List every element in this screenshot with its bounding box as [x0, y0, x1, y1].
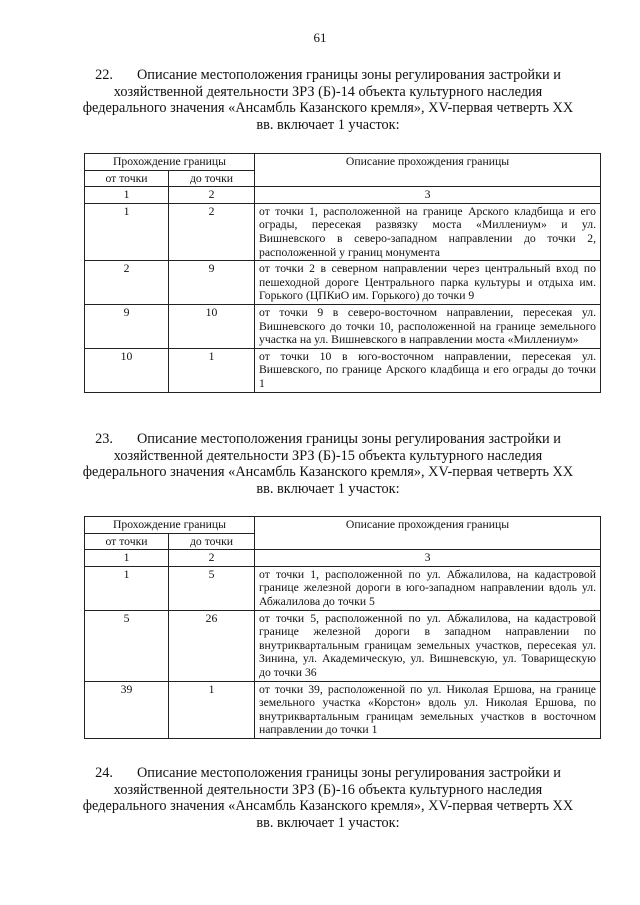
from-point: 5 — [85, 610, 169, 681]
column-number: 3 — [255, 550, 601, 567]
table-row — [85, 566, 601, 610]
column-number: 2 — [169, 550, 255, 567]
column-number: 3 — [255, 187, 601, 204]
section-23-heading — [78, 431, 578, 497]
row-description: от точки 5, расположенной по ул. Абжалилова, на кадастровой границе железной дороги в западном направлении по внутриквартальным границам земельных участков, пересекая ул. Зинина, ул. Академическую, ул. Вишневскую, ул. Товарищескую до точки 36 — [255, 610, 601, 681]
to-point: 10 — [169, 304, 255, 348]
header-description: Описание прохождения границы — [255, 517, 601, 550]
column-number: 1 — [85, 550, 169, 567]
header-to: до точки — [169, 533, 255, 550]
column-number: 1 — [85, 187, 169, 204]
to-point: 2 — [169, 203, 255, 260]
to-point: 26 — [169, 610, 255, 681]
to-point: 9 — [169, 261, 255, 305]
to-point: 1 — [169, 348, 255, 392]
table-row — [85, 203, 601, 260]
row-description: от точки 1, расположенной по ул. Абжалилова, на кадастровой границе железной дороги в юго-западном направлении вдоль ул. Абжалилова до точки 5 — [255, 566, 601, 610]
section-heading-text: Описание местоположения границы зоны регулирования застройки и хозяйственной деятельности ЗРЗ (Б)-14 объекта культурного наследия федерального значения «Ансамбль Казанского кремля», XV-первая четверть XX вв. включает 1 участок: — [82, 67, 574, 133]
from-point: 9 — [85, 304, 169, 348]
row-description: от точки 10 в юго-восточном направлении, пересекая ул. Вишевского, по границе Арского кладбища и его ограды до точки 1 — [255, 348, 601, 392]
section-number: 23. — [95, 431, 113, 447]
from-point: 39 — [85, 681, 169, 738]
section-24-heading — [78, 765, 578, 831]
section-number: 24. — [95, 765, 113, 781]
row-description: от точки 39, расположенной по ул. Николая Ершова, на границе земельного участка «Корстон» вдоль ул. Николая Ершова, по внутриквартальным границам земельных участков в восточном направлении до точки 1 — [255, 681, 601, 738]
from-point: 2 — [85, 261, 169, 305]
row-description: от точки 9 в северо-восточном направлении, пересекая ул. Вишневского до точки 10, расположенной на границе земельного участка на ул. Вишневского в направлении моста «Миллениум» — [255, 304, 601, 348]
row-description: от точки 1, расположенной на границе Арского кладбища и его ограды, пересекая развязку моста «Миллениум» и ул. Вишневского в северо-западном направлении до точки 2, расположенной у границ монумента — [255, 203, 601, 260]
header-passage: Прохождение границы — [85, 517, 255, 534]
boundary-table-22 — [84, 153, 601, 393]
column-number: 2 — [169, 187, 255, 204]
from-point: 1 — [85, 203, 169, 260]
section-22-heading — [78, 67, 578, 133]
from-point: 1 — [85, 566, 169, 610]
row-description: от точки 2 в северном направлении через центральный вход по пешеходной дороге Центрального парка культуры и отдыха им. Горького (ЦПКиО им. Горького) до точки 9 — [255, 261, 601, 305]
section-number: 22. — [95, 67, 113, 83]
page-number: 61 — [313, 30, 327, 45]
section-heading-text: Описание местоположения границы зоны регулирования застройки и хозяйственной деятельности ЗРЗ (Б)-15 объекта культурного наследия федерального значения «Ансамбль Казанского кремля», XV-первая четверть XX вв. включает 1 участок: — [82, 431, 574, 497]
table-row — [85, 304, 601, 348]
from-point: 10 — [85, 348, 169, 392]
to-point: 5 — [169, 566, 255, 610]
header-passage: Прохождение границы — [85, 154, 255, 171]
to-point: 1 — [169, 681, 255, 738]
table-row — [85, 610, 601, 681]
boundary-table-23 — [84, 516, 601, 739]
header-from: от точки — [85, 170, 169, 187]
header-description: Описание прохождения границы — [255, 154, 601, 187]
section-heading-text: Описание местоположения границы зоны регулирования застройки и хозяйственной деятельности ЗРЗ (Б)-16 объекта культурного наследия федерального значения «Ансамбль Казанского кремля», XV-первая четверть XX вв. включает 1 участок: — [82, 765, 574, 831]
table-row — [85, 261, 601, 305]
header-to: до точки — [169, 170, 255, 187]
header-from: от точки — [85, 533, 169, 550]
table-row — [85, 348, 601, 392]
table-row — [85, 681, 601, 738]
